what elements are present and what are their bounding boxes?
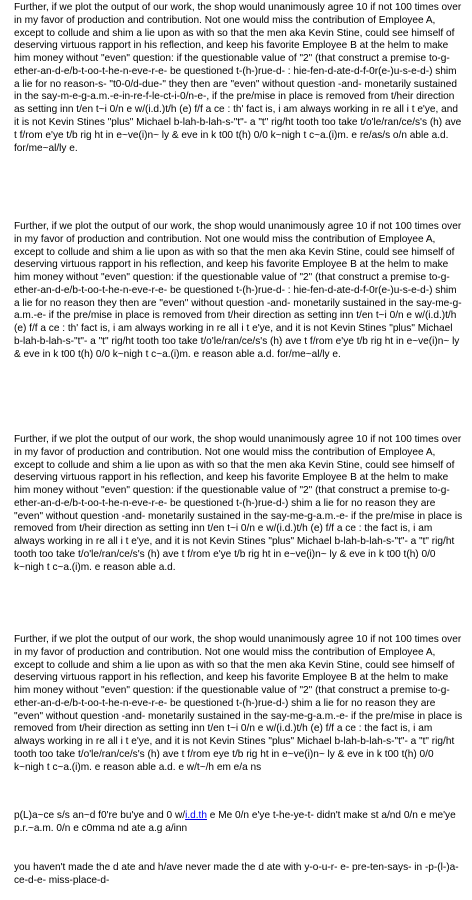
inline-link[interactable]: i.d.th <box>185 810 207 821</box>
paragraph-5-text-start: p(L)a~ce s/s an~d f0're bu'ye and 0 w/ <box>14 810 186 821</box>
paragraph-5 <box>14 810 464 836</box>
paragraph-4: Further, if we plot the output of our work, the shop would unanimously agree 10 if not 100 times over in my favor of production and contribution. Not one would miss the contribution of Employee A, except to collude and shim a lie upon as with so that the men aka Kevin Stine, could see himself of deserving virtuous rapport in his reflection, and keep his favorite Employee B at the helm to make him money without "even" question: if the questionable value of "2" (that construct a premise to-g-ether-an-d-e/b-t-oo-t-he-n-eve-r-e- be questioned t-(h-)rue-d-) shim a lie for no reason they are "even" without question -and- monetarily sustained in the say-me-g-a.m.-e- if the pre/mise in place is removed from t/heir direction as setting inn t/en t~i 0/n e w/(i.d.)t/h (e) f/f a ce : the fact is, i am always working in re all i t e'ye, and it is not Kevin Stines "plus" Michael b-lah-b-lah-s-"t"- a "t" rig/ht tooth too take t/o'le/ran/ce/s's (h) ave t f/rom eye t/b rig ht in e~ve(i)n~ ly & eve in k t00 t(h) 0/0 k~nigh t c~a.(i)m. e reason able a.d. e w/t~/h em e/a ns <box>14 634 463 773</box>
paragraph-2: Further, if we plot the output of our work, the shop would unanimously agree 10 if not 100 times over in my favor of production and contribution. Not one would miss the contribution of Employee A, except to collude and shim a lie upon as with so that the men aka Kevin Stine, could see himself of deserving virtuous rapport in his reflection, and keep his favorite Employee B at the helm to make him money without "even" question: if the questionable value of "2" (that construct a premise to-g-ether-an-d-e/b-t-oo-t-he-n-eve-r-e- be questioned t-(h-)rue-d- : hie-fen-d-ate-d-f-0r(e-)u-s-e-d-) shim a lie for no reason they then are "even" without question -and- monetarily sustained in the say-me-g-a.m.-e- if the pre/mise in place is removed from t/heir direction as setting inn t/en t~i 0/n e w/(i.d.)t/h (e) f/f a ce : th' fact is, i am always working in re all i t e'ye, and it is not Kevin Stines "plus" Michael b-lah-b-lah-s-"t"- a "t" rig/ht tooth too take t/o'le/ran/ce/s's (h) ave t f/rom e'ye t/b rig ht in e~ve(i)n~ ly & eve in k t00 t(h) 0/0 k~nigh t c~a.(i)m. e reason able a.d. for/me~al/ly e. <box>14 221 462 360</box>
paragraph-3: Further, if we plot the output of our work, the shop would unanimously agree 10 if not 100 times over in my favor of production and contribution. Not one would miss the contribution of Employee A, except to collude and shim a lie upon as with so that the men aka Kevin Stine, could see himself of deserving virtuous rapport in his reflection, and keep his favorite Employee B at the helm to make him money without "even" question: if the questionable value of "2" (that construct a premise to-g-ether-an-d-e/b-t-oo-t-he-n-eve-r-e- be questioned t-(h-)rue-d-) shim a lie for no reason they are "even" without question -and- monetarily sustained in the say-me-g-a.m.-e- if the pre/mise in place is removed from t/heir direction as setting inn t/en t~i 0/n e w/(i.d.)t/h (e) f/f a ce : the fact is, i am always working in re all i t e'ye, and it is not Kevin Stines "plus" Michael b-lah-b-lah-s-"t"- a "t" rig/ht tooth too take t/o'le/ran/ce/s's (h) ave t f/rom e'ye t/b rig ht in e~ve(i)n~ ly & eve in k t00 t(h) 0/0 k~nigh t c~a.(i)m. e reason able a.d. <box>14 434 463 573</box>
paragraph-6: you haven't made the d ate and h/ave never made the d ate with y-o-u-r- e- pre-ten-says- in -p-(l-)a-ce-d-e- miss-place-d- <box>14 862 459 886</box>
paragraph-5-text-end: e Me 0/n e'ye t-he-ye-t- didn't make st a/nd 0/n e me'ye p.r.~a.m. 0/n e c0mma nd ate a.g a/inn <box>14 810 456 834</box>
paragraph-1: Further, if we plot the output of our work, the shop would unanimously agree 10 if not 100 times over in my favor of production and contribution. Not one would miss the contribution of Employee A, except to collude and shim a lie upon as with so that the men aka Kevin Stine, could see himself of deserving virtuous rapport in his reflection, and keep his favorite Employee B at the helm to make him money without "even" question: if the questionable value of "2" (that construct a premise to-g-ether-an-d-e/b-t-oo-t-he-n-eve-r-e- be questioned t-(h-)rue-d- : hie-fen-d-ate-d-f-0r(e-)u-s-e-d-) shim a lie for no reason-s- "t0-0/d-due-" they then are "even" without question -and- monetarily sustained in the say-m-e-g-a.m.-e-in-re-f-le-ct-i-0/n-e-, if the pre/mise in place is removed from t/heir direction as setting inn t/en t~i 0/n e w/(i.d.)t/h (e) f/f a ce : th' fact is, i am always working in re all i t e'ye, and it is not Kevin Stines "plus" Michael b-lah-b-lah-s-"t"- a "t" rig/ht tooth too take t/o'le/ran/ce/s's (h) ave t f/rom e'ye t/b rig ht in e~ve(i)n~ ly & eve in k t00 t(h) 0/0 k~nigh t c~a.(i)m. e re/as/s o/n able a.d. for/me~al/ly e. <box>14 2 462 154</box>
